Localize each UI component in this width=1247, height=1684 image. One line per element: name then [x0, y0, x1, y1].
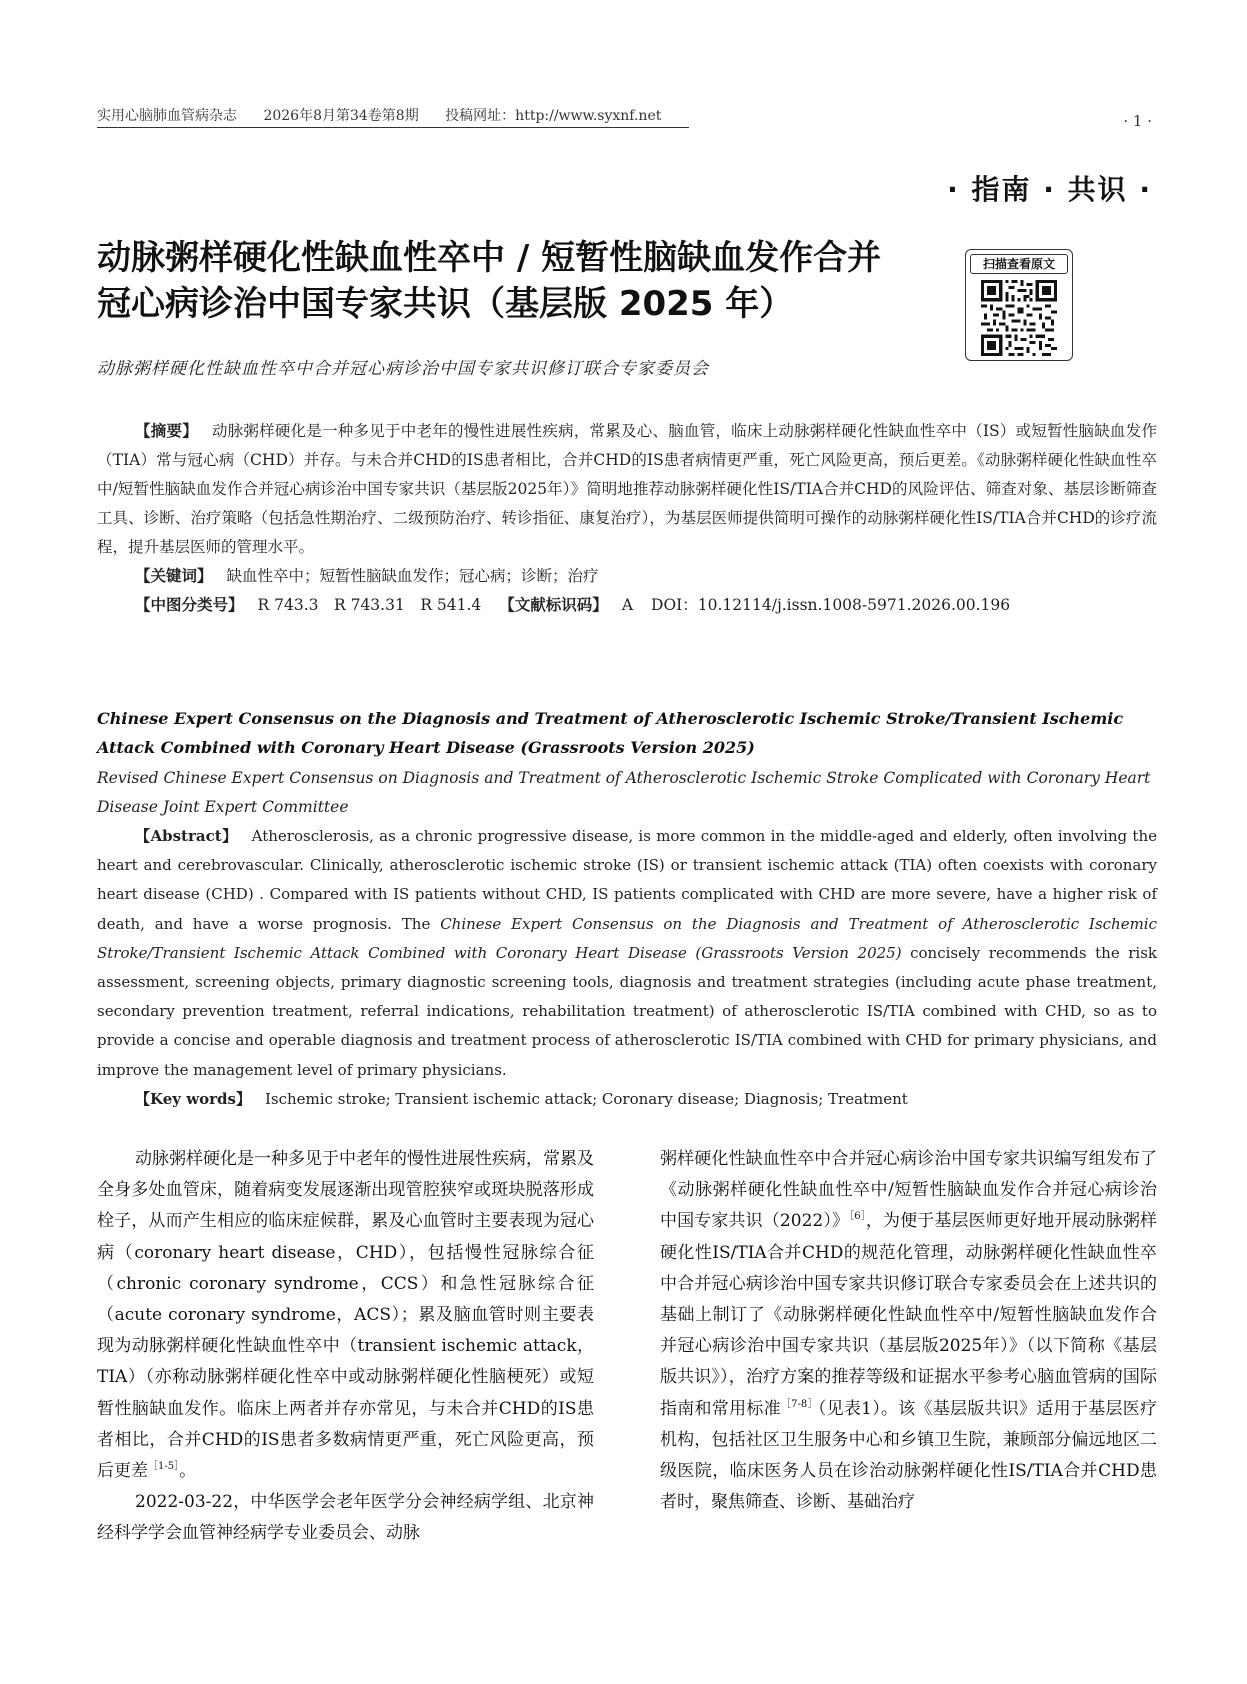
body-text: 2022-03-22，中华医学会老年医学分会神经病学组、北京神经科学学会血管神经病学专业委员会、动脉 — [97, 1492, 594, 1544]
clc-label: 【中图分类号】 — [135, 596, 244, 614]
title-line-2: 冠心病诊治中国专家共识（基层版 2025 年） — [97, 284, 794, 324]
english-keywords-label: 【Key words】 — [135, 1089, 251, 1108]
issue-info: 2026年8月第34卷第8期 — [263, 108, 419, 124]
english-abstract-italic-title: Chinese Expert Consensus on the Diagnosis and Treatment of Atherosclerotic Ischemic Stroke/Transient Ischemic Attack Combined with Coronary Heart Disease (Grassroots Version 2025) — [97, 914, 1157, 962]
english-keywords-text: Ischemic stroke; Transient ischemic attack; Coronary disease; Diagnosis; Treatment — [264, 1089, 908, 1108]
header-rule — [97, 127, 689, 128]
abstract-text: 动脉粥样硬化是一种多见于中老年的慢性进展性疾病，常累及心、脑血管，临床上动脉粥样硬化性缺血性卒中（IS）或短暂性脑缺血发作（TIA）常与冠心病（CHD）并存。与未合并CHD的IS患者相比，合并CHD的IS患者病情更严重，死亡风险更高，预后更差。《动脉粥样硬化性缺血性卒中/短暂性脑缺血发作合并冠心病诊治中国专家共识（基层版2025年）》简明地推荐动脉粥样硬化性IS/TIA合并CHD的风险评估、筛查对象、基层诊断筛查工具、诊断、治疗策略（包括急性期治疗、二级预防治疗、转诊指征、康复治疗），为基层医师提供简明可操作的动脉粥样硬化性IS/TIA合并CHD的诊疗流程，提升基层医师的管理水平。 — [97, 422, 1157, 556]
qr-caption: 扫描查看原文 — [970, 254, 1068, 274]
article-title — [97, 235, 967, 327]
body-text: ，为便于基层医师更好地开展动脉粥样硬化性IS/TIA合并CHD的规范化管理，动脉粥样硬化性缺血性卒中合并冠心病诊治中国专家共识修订联合专家委员会在上述共识的基础上制订了《动脉粥样硬化性缺血性卒中/短暂性脑缺血发作合并冠心病诊治中国专家共识（基层版2025年）》（以下简称《基层版共识》），治疗方案的推荐等级和证据水平参考心脑血管病的国际指南和常用标准 — [660, 1211, 1158, 1419]
body-column-left — [97, 1144, 594, 1550]
running-head — [97, 105, 697, 125]
qr-code-icon[interactable] — [981, 280, 1057, 356]
english-title: Chinese Expert Consensus on the Diagnosis and Treatment of Atherosclerotic Ischemic Stroke/Transient Ischemic Attack Combined with Coronary Heart Disease (Grassroots Version 2025) — [97, 709, 1124, 757]
keywords-text: 缺血性卒中；短暂性脑缺血发作；冠心病；诊断；治疗 — [226, 567, 599, 585]
body-column-right — [660, 1144, 1157, 1518]
section-label: · 指南 · 共识 · — [947, 173, 1152, 206]
submission-site: 投稿网址：http://www.syxnf.net — [445, 108, 662, 124]
body-paragraph — [660, 1144, 1157, 1518]
body-text: 动脉粥样硬化是一种多见于中老年的慢性进展性疾病，常累及全身多处血管床，随着病变发展逐渐出现管腔狭窄或斑块脱落形成栓子，从而产生相应的临床症候群，累及心血管时主要表现为冠心病（coronary heart disease，CHD），包括慢性冠脉综合征（chronic coronary syndrome，CCS）和急性冠脉综合征（acute coronary syndrome，ACS）；累及脑血管时则主要表现为动脉粥样硬化性缺血性卒中（transient ischemic attack，TIA）（亦称动脉粥样硬化性卒中或动脉粥样硬化性脑梗死）或短暂性脑缺血发作。临床上两者并存亦常见，与未合并CHD的IS患者相比，合并CHD的IS患者多数病情更严重，死亡风险更高，预后更差 — [97, 1149, 594, 1482]
english-abstract-label: 【Abstract】 — [135, 827, 238, 845]
body-paragraph — [97, 1144, 594, 1487]
clc-value: R 743.3 R 743.31 R 541.4 — [257, 596, 482, 614]
abstract-paragraph — [97, 417, 1157, 562]
keywords-label: 【关键词】 — [135, 567, 213, 585]
author-group: 动脉粥样硬化性缺血性卒中合并冠心病诊治中国专家共识修订联合专家委员会 — [97, 359, 709, 379]
body-text: （见表1）。该《基层版共识》适用于基层医疗机构，包括社区卫生服务中心和乡镇卫生院，兼顾部分偏远地区二级医院，临床医务人员在诊治动脉粥样硬化性IS/TIA合并CHD患者时，聚焦筛查、诊断、基础治疗 — [660, 1398, 1158, 1513]
title-line-1: 动脉粥样硬化性缺血性卒中 / 短暂性脑缺血发作合并 — [97, 238, 882, 278]
english-abstract-text-2: concisely recommends the risk assessment, screening objects, primary diagnostic screening tools, diagnosis and treatment strategies (including acute phase treatment, secondary prevention treatment, referral indications, rehabilitation treatment) of atherosclerotic IS/TIA combined with CHD, so as to provide a concise and operable diagnosis and treatment process of atherosclerotic IS/TIA combined with CHD for primary physicians, and improve the management level of primary physicians. — [97, 943, 1158, 1079]
english-authors: Revised Chinese Expert Consensus on Diagnosis and Treatment of Atherosclerotic Ischemic Stroke Complicated with Coronary Heart Disease Joint Expert Committee — [97, 769, 1151, 816]
qr-box[interactable] — [965, 249, 1073, 361]
journal-name: 实用心脑肺血管病杂志 — [97, 108, 237, 124]
english-abstract-text-1: Atherosclerosis, as a chronic progressive disease, is more common in the middle-aged and elderly, often involving the heart and cerebrovascular. Clinically, atherosclerotic ischemic stroke (IS) or transient ischemic attack (TIA) often coexists with coronary heart disease (CHD) . Compared with IS patients without CHD, IS patients complicated with CHD are more severe, have a higher risk of death, and have a worse prognosis. The — [97, 827, 1157, 933]
page-number: · 1 · — [1123, 112, 1152, 130]
body-text: 粥样硬化性缺血性卒中合并冠心病诊治中国专家共识编写组发布了《动脉粥样硬化性缺血性卒中/短暂性脑缺血发作合并冠心病诊治中国专家共识（2022）》 — [660, 1149, 1157, 1232]
doc-code-label: 【文献标识码】 — [499, 596, 608, 614]
doc-code-value: A — [621, 596, 634, 614]
chinese-abstract — [97, 417, 1157, 620]
citation-link[interactable]: ［7-8］ — [780, 1398, 818, 1410]
english-abstract — [97, 822, 1157, 1114]
english-keywords-paragraph — [97, 1085, 1157, 1114]
body-text: 。 — [179, 1461, 197, 1482]
body-paragraph — [97, 1487, 594, 1549]
keywords-paragraph — [97, 562, 1157, 591]
doi-link[interactable]: DOI：10.12114/j.issn.1008-5971.2026.00.196 — [651, 596, 1011, 614]
citation-link[interactable]: ［6］ — [849, 1211, 866, 1223]
citation-link[interactable]: ［1-5］ — [148, 1461, 180, 1473]
abstract-label: 【摘要】 — [135, 422, 198, 440]
classification-paragraph — [97, 591, 1157, 620]
english-abstract-paragraph — [97, 822, 1157, 1085]
